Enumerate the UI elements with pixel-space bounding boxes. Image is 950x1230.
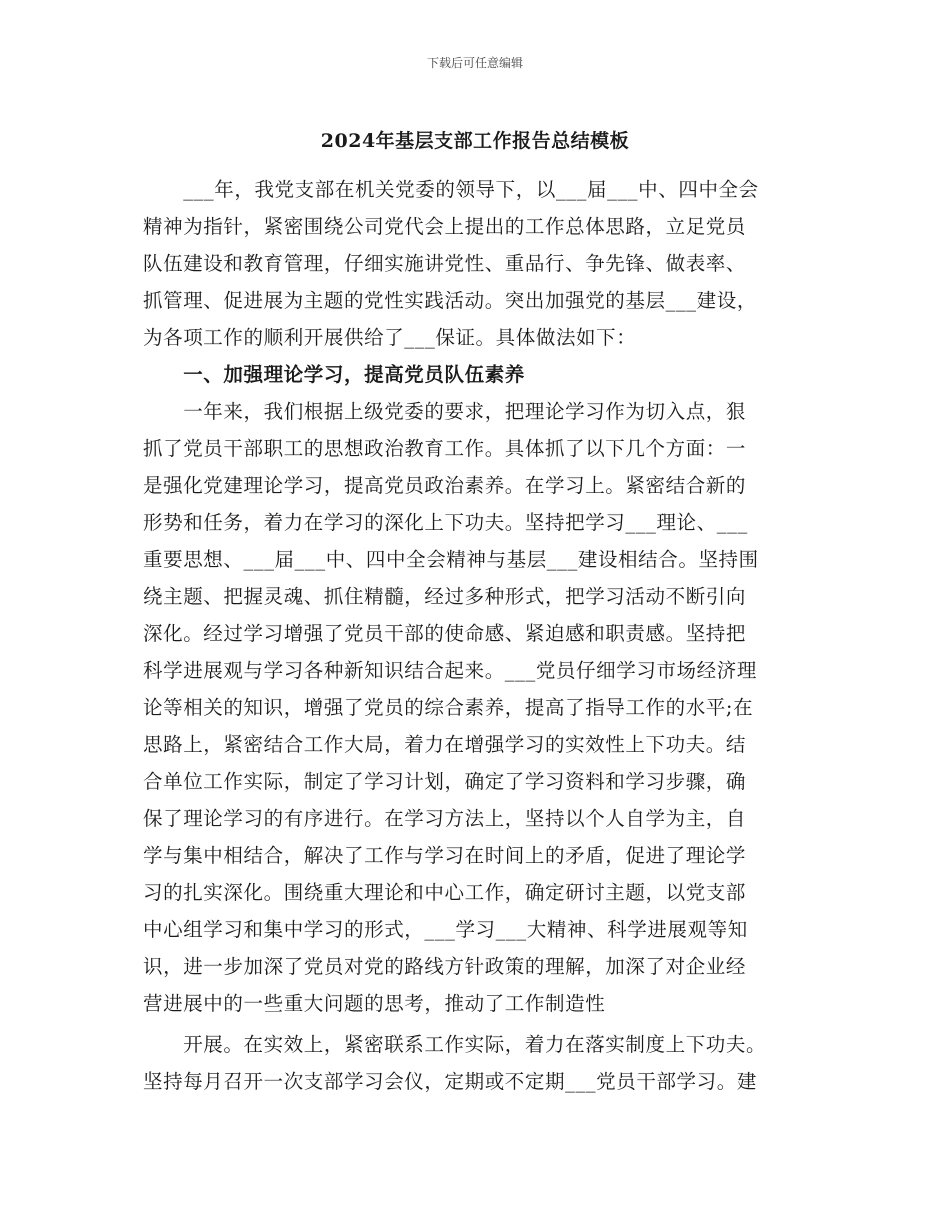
body-line: 开展。在实效上，紧密联系工作实际，着力在落实制度上下功夫。 xyxy=(143,1033,767,1056)
body-line: 绕主题、把握灵魂、抓住精髓，经过多种形式，把学习活动不断引向 xyxy=(143,585,747,608)
body-line: 是强化党建理论学习，提高党员政治素养。在学习上。紧密结合新的 xyxy=(143,474,747,497)
body-line: 精神为指针，紧密围绕公司党代会上提出的工作总体思路，立足党员 xyxy=(143,215,747,238)
body-line: 思路上，紧密结合工作大局，着力在增强学习的实效性上下功夫。结 xyxy=(143,733,747,756)
body-line: 抓管理、促进展为主题的党性实践活动。突出加强党的基层___建设， xyxy=(143,289,757,312)
body-line: 中心组学习和集中学习的形式，___学习___大精神、科学进展观等知 xyxy=(143,918,748,941)
body-line: 科学进展观与学习各种新知识结合起来。___党员仔细学习市场经济理 xyxy=(143,659,757,682)
body-line: 深化。经过学习增强了党员干部的使命感、紧迫感和职责感。坚持把 xyxy=(143,622,747,645)
body-line: 重要思想、___届___中、四中全会精神与基层___建设相结合。坚持围 xyxy=(143,548,759,571)
body-line: 识，进一步加深了党员对党的路线方针政策的理解，加深了对企业经 xyxy=(143,955,747,978)
body-line: 抓了党员干部职工的思想政治教育工作。具体抓了以下几个方面：一 xyxy=(143,437,747,460)
body-line: 学与集中相结合，解决了工作与学习在时间上的矛盾，促进了理论学 xyxy=(143,844,747,867)
document-title: 2024年基层支部工作报告总结模板 xyxy=(320,130,630,152)
section-heading: 一、加强理论学习，提高党员队伍素养 xyxy=(143,363,525,386)
body-line: 一年来，我们根据上级党委的要求，把理论学习作为切入点，狠 xyxy=(143,400,747,423)
body-line: 习的扎实深化。围绕重大理论和中心工作，确定研讨主题，以党支部 xyxy=(143,881,747,904)
body-line: 坚持每月召开一次支部学习会仪，定期或不定期___党员干部学习。建 xyxy=(143,1070,757,1093)
body-line: 队伍建设和教育管理，仔细实施讲党性、重品行、争先锋、做表率、 xyxy=(143,252,747,275)
body-line: 合单位工作实际，制定了学习计划，确定了学习资料和学习步骤，确 xyxy=(143,770,747,793)
body-line: ___年，我党支部在机关党委的领导下，以___届___中、四中全会 xyxy=(143,178,759,201)
body-line: 营进展中的一些重大问题的思考，推动了工作制造性 xyxy=(143,992,606,1015)
body-line: 为各项工作的顺利开展供给了___保证。具体做法如下： xyxy=(143,326,637,349)
body-line: 保了理论学习的有序进行。在学习方法上，坚持以个人自学为主，自 xyxy=(143,807,747,830)
body-line: 形势和任务，着力在学习的深化上下功夫。坚持把学习___理论、___ xyxy=(143,511,748,534)
body-line: 论等相关的知识，增强了党员的综合素养，提高了指导工作的水平;在 xyxy=(143,696,754,719)
page-header-note: 下载后可任意编辑 xyxy=(426,56,523,70)
